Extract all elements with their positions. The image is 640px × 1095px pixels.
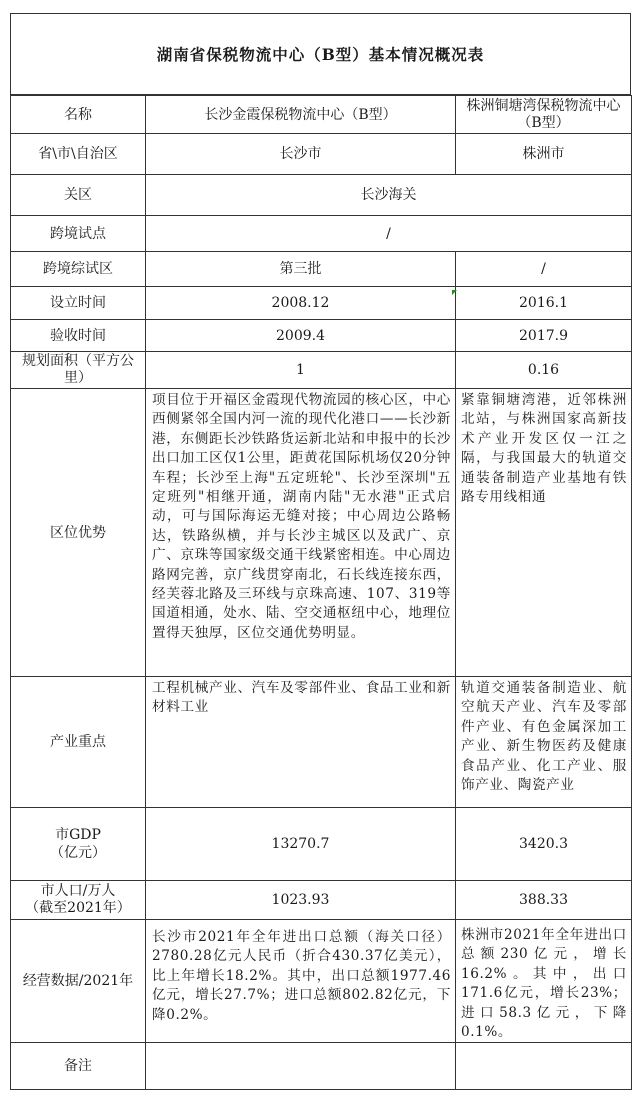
label-gdp-line2: （亿元） (50, 845, 106, 861)
value-remarks-zhuzhou (456, 1043, 632, 1090)
label-industry: 产业重点 (11, 677, 146, 808)
value-customs: 长沙海关 (146, 175, 632, 216)
value-accepted-zhuzhou: 2017.9 (456, 320, 632, 352)
label-pilot: 跨境试点 (11, 216, 146, 252)
value-established-zhuzhou: 2016.1 (456, 287, 632, 320)
label-gdp-line1: 市GDP (55, 827, 101, 843)
row-area (11, 352, 632, 389)
value-name-changsha: 长沙金霞保税物流中心（B型） (146, 96, 456, 134)
label-population-line2: （截至2021年） (25, 900, 131, 916)
table-title: 湖南省保税物流中心（B型）基本情况概况表 (10, 13, 631, 95)
row-industry (11, 677, 632, 808)
row-remarks (11, 1043, 632, 1090)
row-customs (11, 175, 632, 216)
label-gdp (11, 808, 146, 881)
label-operation: 经营数据/2021年 (11, 920, 146, 1043)
row-operation (11, 920, 632, 1043)
value-operation-zhuzhou: 株洲市2021年全年进出口总额230亿元，增长16.2%。其中，出口171.6亿元，增长23%；进口58.3亿元，下降0.1%。 (456, 920, 632, 1043)
value-remarks-changsha (146, 1043, 456, 1090)
value-established-changsha: 2008.12 (146, 287, 456, 320)
value-gdp-zhuzhou: 3420.3 (456, 808, 632, 881)
row-name (11, 96, 632, 134)
row-gdp (11, 808, 632, 881)
value-area-zhuzhou: 0.16 (456, 352, 632, 389)
value-zone-zhuzhou: / (456, 252, 632, 287)
row-population (11, 881, 632, 920)
row-accepted (11, 320, 632, 352)
value-gdp-changsha: 13270.7 (146, 808, 456, 881)
label-region: 省\市\自治区 (11, 134, 146, 175)
value-pilot: / (146, 216, 632, 252)
value-population-zhuzhou: 388.33 (456, 881, 632, 920)
value-region-zhuzhou: 株洲市 (456, 134, 632, 175)
label-accepted: 验收时间 (11, 320, 146, 352)
row-established (11, 287, 632, 320)
label-area: 规划面积（平方公里） (11, 352, 146, 389)
row-location (11, 389, 632, 677)
label-customs: 关区 (11, 175, 146, 216)
value-area-changsha: 1 (146, 352, 456, 389)
label-location: 区位优势 (11, 389, 146, 677)
value-population-changsha: 1023.93 (146, 881, 456, 920)
value-accepted-changsha: 2009.4 (146, 320, 456, 352)
label-population (11, 881, 146, 920)
value-region-changsha: 长沙市 (146, 134, 456, 175)
value-industry-changsha: 工程机械产业、汽车及零部件业、食品工业和新材料工业 (146, 677, 456, 808)
label-zone: 跨境综试区 (11, 252, 146, 287)
row-zone (11, 252, 632, 287)
value-location-changsha: 项目位于开福区金霞现代物流园的核心区，中心西侧紧邻全国内河一流的现代化港口——长沙新港，东侧距长沙铁路货运新北站和申报中的长沙出口加工区仅1公里，距黄花国际机场仅20分钟车程；长沙至上海"五定班轮"、长沙至深圳"五定班列"相继开通，湖南内陆"无水港"正式启动，可与国际海运无缝对接；中心周边公路畅达，铁路纵横，并与长沙主城区以及武广、京广、京珠等国家级交通干线紧密相连。中心周边路网完善，京广线贯穿南北，石长线连接东西，经芙蓉北路及三环线与京珠高速、107、319等国道相通，处水、陆、空交通枢纽中心，地理位置得天独厚，区位交通优势明显。 (146, 389, 456, 677)
label-established: 设立时间 (11, 287, 146, 320)
row-region (11, 134, 632, 175)
label-population-line1: 市人口/万人 (40, 883, 116, 899)
value-zone-changsha: 第三批 (146, 252, 456, 287)
value-name-zhuzhou: 株洲铜塘湾保税物流中心（B型） (456, 96, 632, 134)
value-operation-changsha: 长沙市2021年全年进出口总额（海关口径）2780.28亿元人民币（折合430.37亿美元），比上年增长18.2%。其中，出口总额1977.46亿元，增长27.7%；进口总额802.82亿元，下降0.2%。 (146, 920, 456, 1043)
value-location-zhuzhou: 紧靠铜塘湾港，近邻株洲北站，与株洲国家高新技术产业开发区仅一江之隔，与我国最大的轨道交通装备制造产业基地有铁路专用线相通 (456, 389, 632, 677)
label-name: 名称 (11, 96, 146, 134)
row-pilot (11, 216, 632, 252)
overview-table (10, 95, 632, 1090)
cell-corner-marker (452, 290, 457, 295)
value-industry-zhuzhou: 轨道交通装备制造业、航空航天产业、汽车及零部件产业、有色金属深加工产业、新生物医药及健康食品产业、化工产业、服饰产业、陶瓷产业 (456, 677, 632, 808)
label-remarks: 备注 (11, 1043, 146, 1090)
